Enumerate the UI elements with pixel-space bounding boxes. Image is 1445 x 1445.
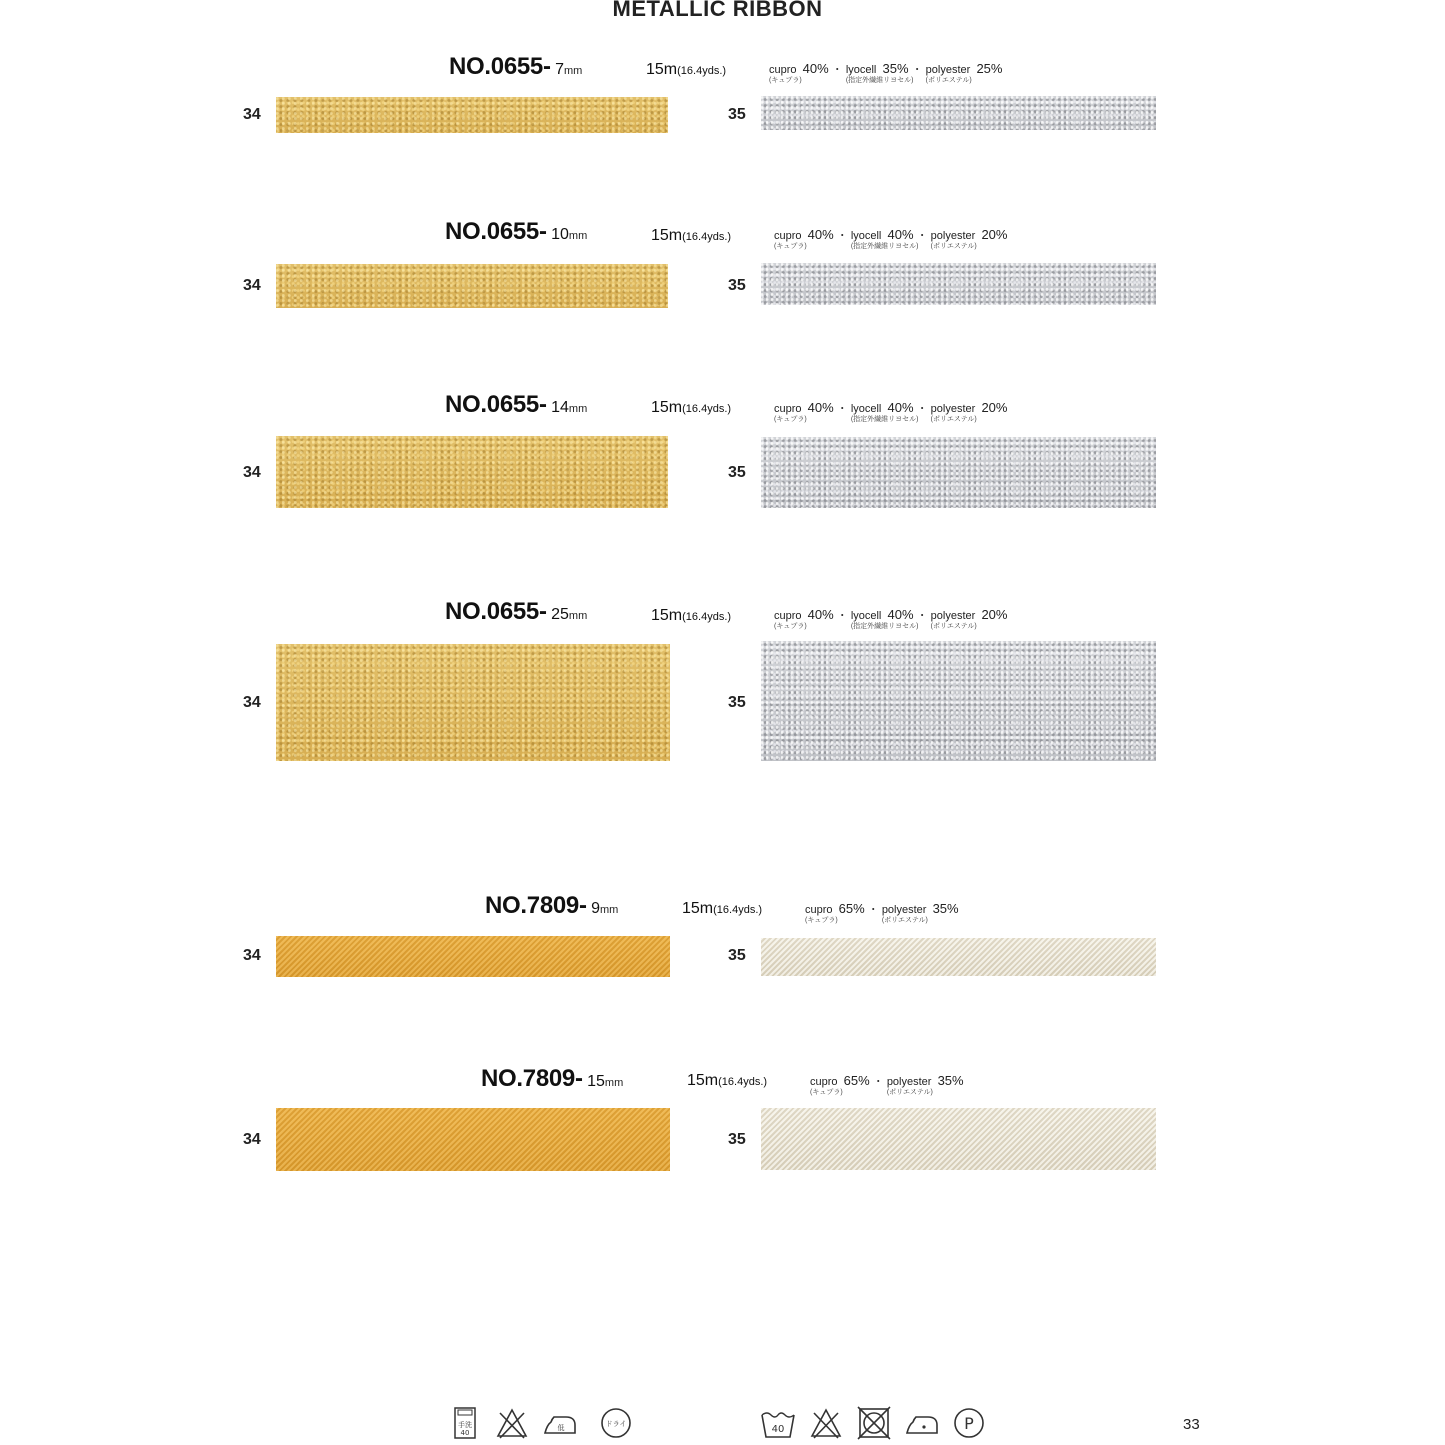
material-pct: 40% bbox=[807, 607, 834, 622]
ribbon-swatch-cream bbox=[761, 1108, 1156, 1170]
product-header bbox=[445, 218, 587, 246]
product-code: NO.7809- bbox=[485, 892, 587, 919]
size-unit: mm bbox=[568, 610, 588, 622]
material-name: polyester bbox=[930, 230, 976, 242]
material-note: (キュプラ) bbox=[774, 243, 807, 250]
ribbon-swatch-silver bbox=[761, 437, 1156, 508]
product-header bbox=[485, 892, 618, 920]
material-pct: 40% bbox=[887, 607, 914, 622]
composition: cupro 65% (キュプラ) ・ polyester 35% (ポリエステル) bbox=[810, 1073, 964, 1096]
material-note: (指定外繊維リヨセル) bbox=[850, 416, 919, 423]
material-pct: 40% bbox=[887, 400, 914, 415]
product-header bbox=[481, 1065, 623, 1093]
color-number: 35 bbox=[728, 106, 746, 123]
ribbon-swatch-gold bbox=[276, 97, 668, 133]
length-yards: (16.4yds.) bbox=[682, 403, 732, 415]
length-yards: (16.4yds.) bbox=[682, 611, 732, 623]
material-name: polyester bbox=[930, 610, 976, 622]
page-title: METALLIC RIBBON bbox=[612, 0, 823, 21]
ribbon-swatch-gold bbox=[276, 644, 670, 761]
ribbon-swatch-silver bbox=[761, 641, 1156, 761]
material-pct: 20% bbox=[981, 607, 1008, 622]
wash-40-icon bbox=[760, 1405, 796, 1441]
material-pct: 35% bbox=[937, 1073, 964, 1088]
length-yards: (16.4yds.) bbox=[677, 65, 727, 77]
size-unit: mm bbox=[604, 1077, 624, 1089]
length-yards: (16.4yds.) bbox=[713, 904, 763, 916]
product-code: NO.0655- bbox=[445, 598, 547, 625]
ribbon-swatch-deep-gold bbox=[276, 936, 670, 977]
page-number: 33 bbox=[1183, 1416, 1200, 1433]
size-unit: mm bbox=[568, 230, 588, 242]
product-code: NO.0655- bbox=[449, 53, 551, 80]
product-size: 15 bbox=[587, 1073, 605, 1090]
material-note: (ポリエステル) bbox=[930, 623, 977, 630]
color-number: 35 bbox=[728, 464, 746, 481]
material-name: polyester bbox=[930, 403, 976, 415]
iron-low-icon bbox=[542, 1405, 578, 1441]
product-length bbox=[682, 900, 762, 918]
product-size: 10 bbox=[551, 226, 569, 243]
material-note: (ポリエステル) bbox=[930, 243, 977, 250]
composition-item bbox=[930, 607, 1008, 630]
material-name: cupro bbox=[774, 403, 802, 415]
product-length bbox=[646, 61, 726, 79]
do-not-bleach-icon bbox=[808, 1405, 844, 1441]
material-pct: 65% bbox=[843, 1073, 870, 1088]
material-note: (指定外繊維リヨセル) bbox=[845, 77, 914, 84]
ribbon-swatch-silver bbox=[761, 263, 1156, 305]
length-value: 15m bbox=[646, 61, 678, 78]
color-number: 34 bbox=[243, 947, 261, 964]
composition: cupro 40% (キュプラ) ・ lyocell 35% (指定外繊維リヨセル) ・ polyester 25% (ポリエステル) bbox=[769, 61, 1003, 84]
color-number: 34 bbox=[243, 277, 261, 294]
color-number: 35 bbox=[728, 947, 746, 964]
composition-item bbox=[925, 61, 1003, 84]
size-unit: mm bbox=[568, 403, 588, 415]
material-note: (ポリエステル) bbox=[886, 1089, 933, 1096]
product-length bbox=[651, 607, 731, 625]
composition-item bbox=[810, 1073, 870, 1096]
material-name: polyester bbox=[886, 1076, 932, 1088]
material-note: (キュプラ) bbox=[805, 917, 838, 924]
product-header bbox=[445, 391, 587, 419]
color-number: 34 bbox=[243, 694, 261, 711]
product-length bbox=[687, 1072, 767, 1090]
length-value: 15m bbox=[687, 1072, 719, 1089]
composition-item bbox=[850, 400, 919, 423]
material-pct: 40% bbox=[887, 227, 914, 242]
composition-item bbox=[850, 607, 919, 630]
material-name: cupro bbox=[810, 1076, 838, 1088]
material-name: polyester bbox=[925, 64, 971, 76]
material-pct: 40% bbox=[807, 400, 834, 415]
material-pct: 40% bbox=[807, 227, 834, 242]
material-name: cupro bbox=[774, 610, 802, 622]
material-pct: 35% bbox=[932, 901, 959, 916]
color-number: 35 bbox=[728, 1131, 746, 1148]
composition-item bbox=[805, 901, 865, 924]
material-pct: 35% bbox=[882, 61, 909, 76]
composition-item bbox=[774, 227, 834, 250]
length-value: 15m bbox=[651, 227, 683, 244]
composition: cupro 40% (キュプラ) ・ lyocell 40% (指定外繊維リヨセル) ・ polyester 20% (ポリエステル) bbox=[774, 227, 1008, 250]
material-note: (キュプラ) bbox=[769, 77, 802, 84]
material-note: (指定外繊維リヨセル) bbox=[850, 243, 919, 250]
do-not-tumble-dry-icon bbox=[856, 1405, 892, 1441]
product-code: NO.7809- bbox=[481, 1065, 583, 1092]
product-header bbox=[449, 53, 582, 81]
length-yards: (16.4yds.) bbox=[682, 231, 732, 243]
material-name: lyocell bbox=[850, 610, 882, 622]
care-caption: ドライ bbox=[605, 1420, 627, 1428]
material-note: (キュプラ) bbox=[774, 416, 807, 423]
composition-item bbox=[850, 227, 919, 250]
dry-clean-p-icon bbox=[951, 1405, 987, 1441]
product-code: NO.0655- bbox=[445, 391, 547, 418]
size-unit: mm bbox=[600, 904, 619, 916]
ribbon-swatch-deep-gold bbox=[276, 1108, 670, 1171]
material-name: cupro bbox=[769, 64, 797, 76]
do-not-bleach-icon bbox=[494, 1405, 530, 1441]
material-pct: 20% bbox=[981, 400, 1008, 415]
material-pct: 65% bbox=[838, 901, 865, 916]
composition-item bbox=[930, 400, 1008, 423]
material-name: cupro bbox=[805, 904, 833, 916]
product-header bbox=[445, 598, 587, 626]
length-value: 15m bbox=[651, 399, 683, 416]
product-size: 25 bbox=[551, 606, 569, 623]
color-number: 34 bbox=[243, 1131, 261, 1148]
hand-wash-40-icon bbox=[447, 1405, 483, 1441]
length-value: 15m bbox=[682, 900, 714, 917]
care-caption: 低 bbox=[557, 1424, 565, 1432]
material-note: (キュプラ) bbox=[774, 623, 807, 630]
material-name: lyocell bbox=[850, 403, 882, 415]
material-pct: 40% bbox=[802, 61, 829, 76]
size-unit: mm bbox=[564, 65, 583, 77]
composition-item bbox=[774, 400, 834, 423]
product-code: NO.0655- bbox=[445, 218, 547, 245]
material-note: (ポリエステル) bbox=[930, 416, 977, 423]
composition-item bbox=[769, 61, 829, 84]
care-temp: 40 bbox=[771, 1424, 785, 1435]
product-length bbox=[651, 399, 731, 417]
composition-item bbox=[774, 607, 834, 630]
material-pct: 25% bbox=[976, 61, 1003, 76]
length-yards: (16.4yds.) bbox=[718, 1076, 768, 1088]
care-letter: P bbox=[964, 1414, 974, 1433]
color-number: 34 bbox=[243, 106, 261, 123]
ribbon-swatch-gold bbox=[276, 264, 668, 308]
composition-item bbox=[930, 227, 1008, 250]
color-number: 35 bbox=[728, 277, 746, 294]
composition: cupro 40% (キュプラ) ・ lyocell 40% (指定外繊維リヨセル) ・ polyester 20% (ポリエステル) bbox=[774, 607, 1008, 630]
material-note: (ポリエステル) bbox=[881, 917, 928, 924]
material-note: (キュプラ) bbox=[810, 1089, 843, 1096]
composition: cupro 40% (キュプラ) ・ lyocell 40% (指定外繊維リヨセル) ・ polyester 20% (ポリエステル) bbox=[774, 400, 1008, 423]
product-size: 7 bbox=[555, 61, 565, 78]
length-value: 15m bbox=[651, 607, 683, 624]
ribbon-swatch-silver bbox=[761, 96, 1156, 130]
material-name: polyester bbox=[881, 904, 927, 916]
care-caption: 手洗 bbox=[458, 1421, 472, 1429]
material-pct: 20% bbox=[981, 227, 1008, 242]
product-size: 14 bbox=[551, 399, 569, 416]
material-name: lyocell bbox=[850, 230, 882, 242]
color-number: 35 bbox=[728, 694, 746, 711]
material-note: (指定外繊維リヨセル) bbox=[850, 623, 919, 630]
composition: cupro 65% (キュプラ) ・ polyester 35% (ポリエステル) bbox=[805, 901, 959, 924]
color-number: 34 bbox=[243, 464, 261, 481]
material-name: cupro bbox=[774, 230, 802, 242]
ribbon-swatch-cream bbox=[761, 938, 1156, 976]
dry-clean-icon bbox=[598, 1405, 634, 1441]
material-name: lyocell bbox=[845, 64, 877, 76]
iron-low-icon bbox=[904, 1405, 940, 1441]
ribbon-swatch-gold bbox=[276, 436, 668, 508]
care-temp: 40 bbox=[460, 1429, 470, 1437]
product-length bbox=[651, 227, 731, 245]
product-size: 9 bbox=[591, 900, 601, 917]
composition-item bbox=[845, 61, 914, 84]
material-note: (ポリエステル) bbox=[925, 77, 972, 84]
